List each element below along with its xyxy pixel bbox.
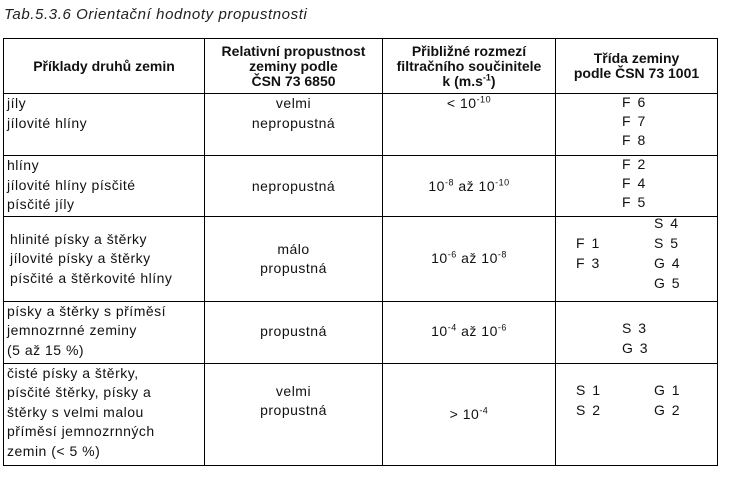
soil-cell xyxy=(4,217,205,301)
k-pre: 10 xyxy=(431,250,448,267)
k-value xyxy=(383,249,555,269)
soil-line: štěrky s velmi malou xyxy=(7,403,144,420)
header-relative-permeability xyxy=(205,39,383,94)
k-value xyxy=(383,405,555,425)
table-row xyxy=(4,363,718,465)
permeability-line: málo xyxy=(277,240,310,257)
permeability-line: propustná xyxy=(260,260,327,276)
class-code: F 3 xyxy=(576,255,601,272)
header-soil-class xyxy=(556,39,718,94)
class-cell xyxy=(556,94,718,156)
class-code: S 4 xyxy=(654,215,680,232)
header-line: podle ČSN 73 1001 xyxy=(573,65,700,82)
header-soil-examples xyxy=(4,39,205,94)
permeability-line: propustná xyxy=(260,402,327,419)
class-code: S 5 xyxy=(654,235,680,252)
class-code: G 2 xyxy=(654,401,682,418)
class-code: G 4 xyxy=(654,255,682,272)
soil-cell xyxy=(4,94,205,156)
header-filtration-coefficient xyxy=(383,39,556,94)
unit-end: ) xyxy=(490,72,496,89)
unit-exponent: -1 xyxy=(482,71,491,82)
soil-line: jíly xyxy=(7,95,27,112)
permeability-line: propustná xyxy=(260,323,327,340)
k-exp2: -6 xyxy=(497,322,507,333)
class-code: S 1 xyxy=(576,381,602,398)
k-value xyxy=(383,322,555,342)
soil-line: příměsí jemnozrnných xyxy=(7,423,155,440)
k-cell xyxy=(383,156,556,217)
permeability-line: velmi xyxy=(275,95,312,112)
k-pre: 10 xyxy=(428,177,445,194)
permeability-line: nepropustná xyxy=(251,177,336,194)
class-cell xyxy=(556,217,718,301)
class-code: F 8 xyxy=(622,132,647,149)
table-row xyxy=(4,156,718,217)
class-code: F 4 xyxy=(622,175,647,192)
table-row xyxy=(4,301,718,363)
header-line: ČSN 73 6850 xyxy=(251,72,336,89)
soil-line: (5 až 15 %) xyxy=(7,341,85,358)
class-cell xyxy=(556,301,718,363)
class-code: F 2 xyxy=(622,156,647,173)
table-row xyxy=(4,94,718,156)
k-exp1: -4 xyxy=(479,404,489,415)
k-mid: až 10 xyxy=(456,323,498,340)
class-cell xyxy=(556,156,718,217)
class-code: S 3 xyxy=(622,319,648,336)
class-code: F 7 xyxy=(622,113,647,130)
header-line: zeminy podle xyxy=(249,57,338,74)
permeability-cell xyxy=(205,156,383,217)
k-exp2: -10 xyxy=(495,176,510,187)
unit-text: k (m.s xyxy=(442,72,483,89)
soil-line: čisté písky a štěrky, xyxy=(7,364,139,381)
soil-cell xyxy=(4,301,205,363)
k-exp1: -8 xyxy=(444,176,454,187)
k-pre: > 10 xyxy=(449,405,480,422)
class-code: F 5 xyxy=(622,194,647,211)
k-mid: až 10 xyxy=(453,177,496,194)
k-cell xyxy=(383,363,556,465)
class-code: G 1 xyxy=(654,381,682,398)
soil-cell xyxy=(4,156,205,217)
k-value xyxy=(383,94,555,114)
k-exp1: -10 xyxy=(476,94,492,105)
class-cell xyxy=(556,363,718,465)
soil-line: jílovité hlíny xyxy=(7,114,88,131)
permeability-table xyxy=(3,38,718,466)
soil-line: písčité a štěrkovité hlíny xyxy=(10,269,173,286)
soil-line: písčité štěrky, písky a xyxy=(7,384,152,401)
k-value xyxy=(383,177,555,197)
permeability-cell xyxy=(205,94,383,156)
permeability-line: nepropustná xyxy=(251,114,336,131)
k-pre: < 10 xyxy=(446,95,477,112)
k-mid: až 10 xyxy=(456,250,498,267)
permeability-cell xyxy=(205,301,383,363)
soil-line: hlíny xyxy=(7,157,40,174)
header-line: filtračního součinitele xyxy=(396,57,542,74)
k-exp1: -6 xyxy=(447,249,457,260)
class-code: G 3 xyxy=(622,339,650,356)
class-code: S 2 xyxy=(576,401,602,418)
class-code: F 6 xyxy=(622,94,647,111)
soil-line: jílovité hlíny písčité xyxy=(7,176,136,193)
k-exp2: -8 xyxy=(497,249,507,260)
header-line: Třída zeminy xyxy=(593,50,680,67)
permeability-line: velmi xyxy=(275,382,312,399)
soil-line: jemnozrnné zeminy xyxy=(7,322,137,339)
soil-line: písčité jíly xyxy=(7,196,75,213)
header-row xyxy=(4,39,718,94)
k-cell xyxy=(383,94,556,156)
k-exp1: -4 xyxy=(447,322,457,333)
header-unit xyxy=(383,71,555,89)
k-cell xyxy=(383,217,556,301)
class-code: G 5 xyxy=(654,275,682,292)
k-cell xyxy=(383,301,556,363)
class-code: F 1 xyxy=(576,235,601,252)
permeability-cell xyxy=(205,363,383,465)
soil-line: zemin (< 5 %) xyxy=(7,442,101,459)
table-row xyxy=(4,217,718,301)
header-line: Přibližné rozmezí xyxy=(411,42,527,59)
soil-line: písky a štěrky s příměsí xyxy=(7,302,167,319)
permeability-cell xyxy=(205,217,383,301)
table-caption: Tab.5.3.6 Orientační hodnoty propustnosti xyxy=(4,6,308,23)
soil-cell xyxy=(4,363,205,465)
header-soil-examples-label: Příklady druhů zemin xyxy=(33,57,175,74)
header-line: Relativní propustnost xyxy=(221,42,366,59)
soil-line: jílovité písky a štěrky xyxy=(10,250,151,267)
k-pre: 10 xyxy=(431,323,448,340)
soil-line: hlinité písky a štěrky xyxy=(10,230,148,247)
